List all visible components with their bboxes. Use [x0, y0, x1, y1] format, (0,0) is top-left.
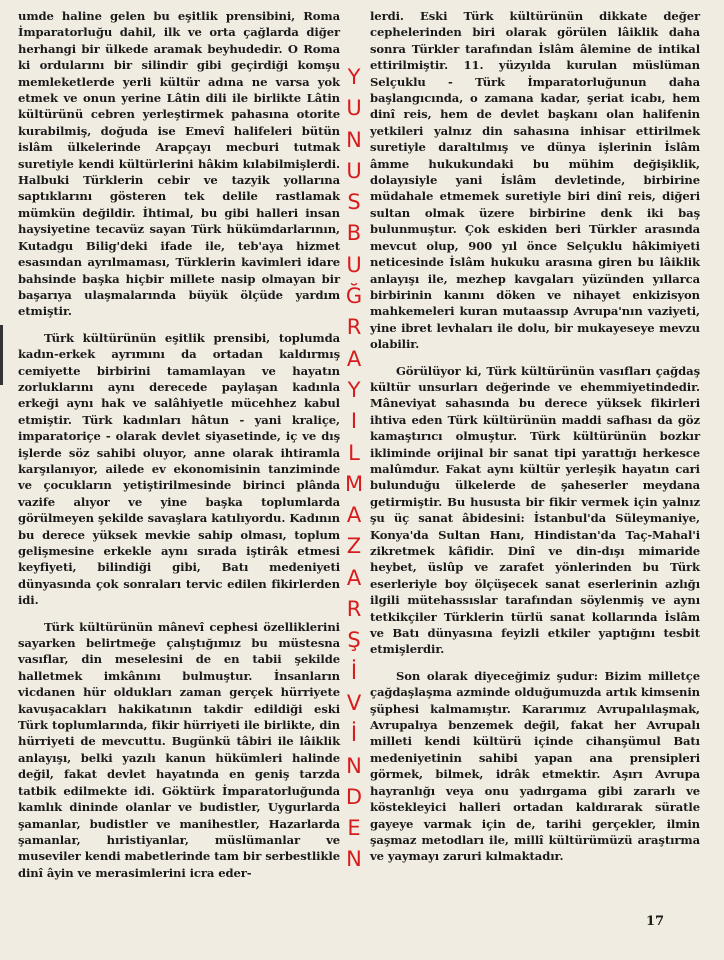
- watermark-letter: N: [346, 847, 362, 872]
- watermark-letter: D: [345, 784, 363, 809]
- watermark-letter: Y: [347, 65, 361, 89]
- watermark-letter: U: [346, 252, 362, 277]
- right-paragraph-1: lerdi. Eski Türk kültürünün dikkate değer cephelerinden biri olarak görülen lâiklik daha sonra Türkler tarafından İslâm âlemine de intikal ettirilmiştir. 11. yüzyılda kurulan müslüman Selçuklu - Türk İmparatorluğunun daha başlangıcında, o zamana kadar, şeriat icabı, hem dinî reis, hem de devlet başkanı olan halifenin yetkileri yalnız din sahasına inhisar ettirilmek suretiyle daraltılmış ve dünya işlerinin İslâm âmme hukukundaki bu mühim değişiklik, dolayısiyle yani İslâm devletinde, birbirine müdahale etmemek suretiyle biri dinî reis, diğeri sultan olmak üzere birbirine denk iki baş bulunmuştur. Çok eskiden beri Türkler arasında mevcut olup, 900 yıl önce Selçuklu hâkimiyeti neticesinde İslâm hukuku arasına giren bu lâiklik anlayışı ile, mezhep kavgaları yüzünden yıllarca birbirinin kanını döken ve nihayet enkizisyon mahkemeleri kuran mutaassıp Avrupa'nın vaziyeti, yine ibret levhaları ile dolu, bir mukayeseye mevzu olabilir.: [370, 9, 700, 352]
- watermark-letter: A: [346, 565, 362, 590]
- watermark-letter: E: [347, 816, 361, 841]
- archive-watermark: [341, 62, 367, 876]
- watermark-letter: Z: [346, 534, 362, 559]
- watermark-letter: M: [344, 471, 364, 496]
- watermark-letter: L: [348, 440, 360, 465]
- watermark-letter: A: [346, 346, 362, 371]
- watermark-letter: U: [346, 96, 362, 121]
- left-paragraph-2: Türk kültürünün eşitlik prensibi, toplumda kadın-erkek ayrımını da ortadan kaldırmış cemiyette birbirini tamamlayan ve hayatın zorluklarını aynı derecede paylaşan kadınla erkeği aynı hak ve salâhiyetle mücehhez kabul etmiştir. Türk kadınları hâtun - yani kraliçe, imparatoriçe - olarak devlet siyasetinde, iç ve dış işlerde söz sahibi oluyor, anne olarak ihtiramla karşılanıyor, ailede ev ekonomisinin tanziminde ve çocukların yetiştirilmesinde birinci plânda vazife alıyor ve yine başka toplumlarda görülmeyen şekilde savaşlara katılıyordu. Kadının bu derece yüksek mevkie sahip olması, toplum gelişmesine erkekle aynı sırada iştirâk etmesi keyfiyeti, bilindiği gibi, Batı medeniyeti dünyasında çok sonraları tervic edilen fikirlerden idi.: [18, 330, 340, 608]
- left-paragraph-3: Türk kültürünün mânevî cephesi özelliklerini sayarken belirtmeğe çalıştığımız bu müstesna vasıflar, din meselesini de en tabii şekilde halletmek imkânını bulmuştur. İnsanların vicdanen hür oldukları zaman gerçek hürriyete kavuşacakları hakikatının takdir edildiği eski Türk toplumlarında, fikir hürriyeti ile birlikte, din hürriyeti de mevcuttu. Bugünkü tâbiri ile lâiklik anlayışı, belki yazılı kanun hükümleri halinde değil, fakat devlet hayatında en geniş tarzda tatbik edilmekte idi. Göktürk İmparatorluğunda kamlık dininde olanlar ve budistler, Uygurlarda şamanlar, budistler ve manihestler, Hazarlarda şamanlar, hıristiyanlar, müslümanlar ve museviler kendi mabetlerinde tam bir serbestlikle dinî âyin ve merasimlerini icra eder-: [18, 619, 340, 880]
- watermark-letter: U: [346, 158, 362, 183]
- watermark-letter: V: [346, 690, 362, 715]
- right-paragraph-3: Son olarak diyeceğimiz şudur: Bizim milletçe çağdaşlaşma azminde olduğumuzda artık kimsenin şüphesi kalmamıştır. Kararımız Avrupalılaşmak, Avrupalıya benzemek değil, fakat her Avrupalı milleti kendi kültürü içinde cihanşümul Batı medeniyetinin sahibi yapan ana prensipleri görmek, bilmek, idrâk etmektir. Aşırı Avrupa hayranlığı veya onu yadırgama gibi zararlı ve köstekleyici halleri ortadan kaldırarak süratle gayeye varmak için de, tarihi gerçekler, ilmin şaşmaz metodları ile, millî kültürümüzü araştırma ve yaymayı zaruri kılmaktadır.: [370, 668, 700, 864]
- watermark-letter: R: [346, 597, 362, 622]
- watermark-letter: Y: [347, 377, 361, 402]
- right-column: [370, 8, 700, 875]
- binding-edge: [0, 325, 3, 385]
- page-number: 17: [646, 914, 665, 929]
- left-paragraph-1: umde haline gelen bu eşitlik prensibini, Roma İmparatorluğu dahil, ilk ve orta çağlarda diğer herhangi bir ülkede aramak beyhudedir. O Roma ki ordularını bir silindir gibi geçirdiği komşu memleketlerde yerli kültür adına ne varsa yok etmek ve onun yerine Lâtin dili ile birlikte Lâtin kültürünü cebren yerleştirmek pahasına otorite kurabilmiş, doğuda ise Emevî halifeleri bütün islâm ülkelerinde Arapçayı mecburi tutmak suretiyle kendi kültürlerini hâkim kılabilmişlerdi. Halbuki Türklerin cebir ve tazyik yollarına saptıklarını gösteren tek delile rastlamak mümkün değildir. İhtimal, bu gibi halleri insan haysiyetine tecavüz sayan Türk hükümdarlarının, Kutadgu Bilig'deki ifade ile, teb'aya hizmet esasından ayrılmaması, Türklerin kavimleri idare bahsinde başka hiçbir millete nasip olmayan bir başarıya ulaşmalarında büyük ölçüde yardım etmiştir.: [18, 9, 340, 319]
- watermark-letter: I: [350, 409, 358, 434]
- right-paragraph-2: Görülüyor ki, Türk kültürünün vasıfları çağdaş kültür unsurları değerinde ve ehemmiyetindedir. Mâneviyat sahasında bu derece yüksek fikirleri ihtiva eden Türk kültürünün maddi safhası da göz kamaştırıcı olmuştur. Türk kültürünün bozkır ikliminde orijinal bir sanat tipi yarattığı herkesce malûmdur. Fakat aynı kültür yerleşik hayatın cari bulunduğu ülkelerde de şaheserler meydana getirmiştir. Bu hususta bir fikir vermek için yalnız şu üç sanat âbidesini: İstanbul'da Süleymaniye, Konya'da Sultan Hanı, Hindistan'da Taç-Mahal'i zikretmek kâfidir. Dinî ve din-dışı mimaride heybet, üslûp ve zarafet yönlerinden bu Türk eserleriyle boy ölçüşecek sanat eserlerinin azlığı ilgili mütehassıslar tarafından söylenmiş ve aynı tetkikçiler Türklerin türlü sanat kollarında İslâm ve Batı dünyasına feyizli etkiler yaptığını tesbit etmişlerdir.: [370, 363, 700, 657]
- watermark-letter: B: [346, 221, 362, 246]
- watermark-letter: Ş: [347, 628, 361, 653]
- watermark-letter: İ: [350, 722, 358, 747]
- watermark-letter: İ: [350, 659, 358, 684]
- watermark-letter: A: [346, 503, 362, 528]
- watermark-letter: Ğ: [345, 284, 363, 309]
- watermark-letter: N: [346, 753, 362, 778]
- watermark-letter: R: [346, 315, 362, 340]
- watermark-letter: S: [347, 190, 361, 215]
- watermark-letter: N: [346, 127, 362, 152]
- left-column: [18, 8, 340, 891]
